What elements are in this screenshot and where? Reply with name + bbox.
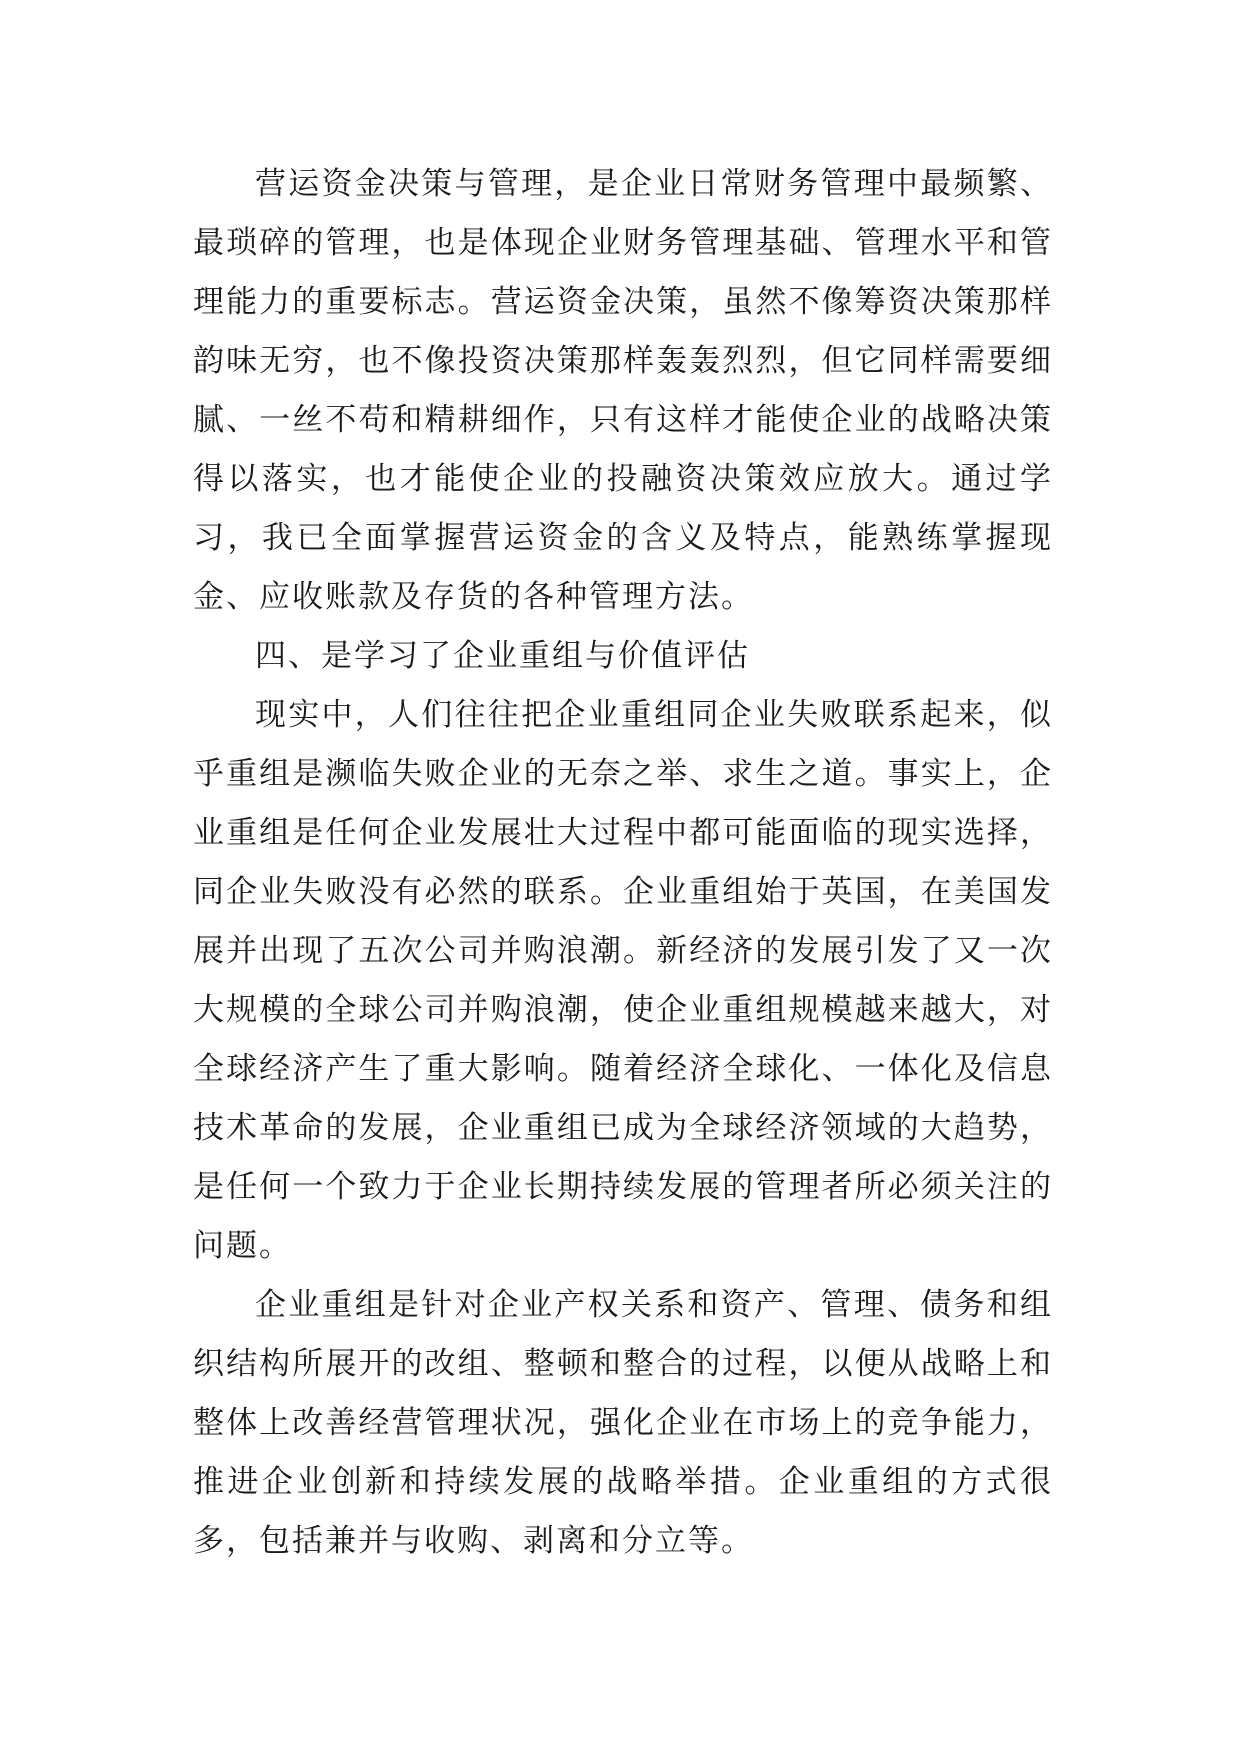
paragraph-restructuring-reality: 现实中，人们往往把企业重组同企业失败联系起来，似乎重组是濒临失败企业的无奈之举、求生之道。事实上，企业重组是任何企业发展壮大过程中都可能面临的现实选择，同企业失败没有必然的联系。企业重组始于英国，在美国发展并出现了五次公司并购浪潮。新经济的发展引发了又一次大规模的全球公司并购浪潮，使企业重组规模越来越大，对全球经济产生了重大影响。随着经济全球化、一体化及信息技术革命的发展，企业重组已成为全球经济领域的大趋势，是任何一个致力于企业长期持续发展的管理者所必须关注的问题。 bbox=[193, 697, 1053, 1264]
document-body bbox=[193, 155, 1053, 1571]
section-heading-restructuring: 四、是学习了企业重组与价值评估 bbox=[255, 638, 750, 674]
paragraph-restructuring-definition: 企业重组是针对企业产权关系和资产、管理、债务和组织结构所展开的改组、整顿和整合的过程，以便从战略上和整体上改善经营管理状况，强化企业在市场上的竞争能力，推进企业创新和持续发展的战略举措。企业重组的方式很多，包括兼并与收购、剥离和分立等。 bbox=[193, 1287, 1053, 1559]
paragraph-working-capital: 营运资金决策与管理，是企业日常财务管理中最频繁、最琐碎的管理，也是体现企业财务管理基础、管理水平和管理能力的重要标志。营运资金决策，虽然不像筹资决策那样韵味无穷，也不像投资决策那样轰轰烈烈，但它同样需要细腻、一丝不苟和精耕细作，只有这样才能使企业的战略决策得以落实，也才能使企业的投融资决策效应放大。通过学习，我已全面掌握营运资金的含义及特点，能熟练掌握现金、应收账款及存货的各种管理方法。 bbox=[193, 166, 1053, 615]
